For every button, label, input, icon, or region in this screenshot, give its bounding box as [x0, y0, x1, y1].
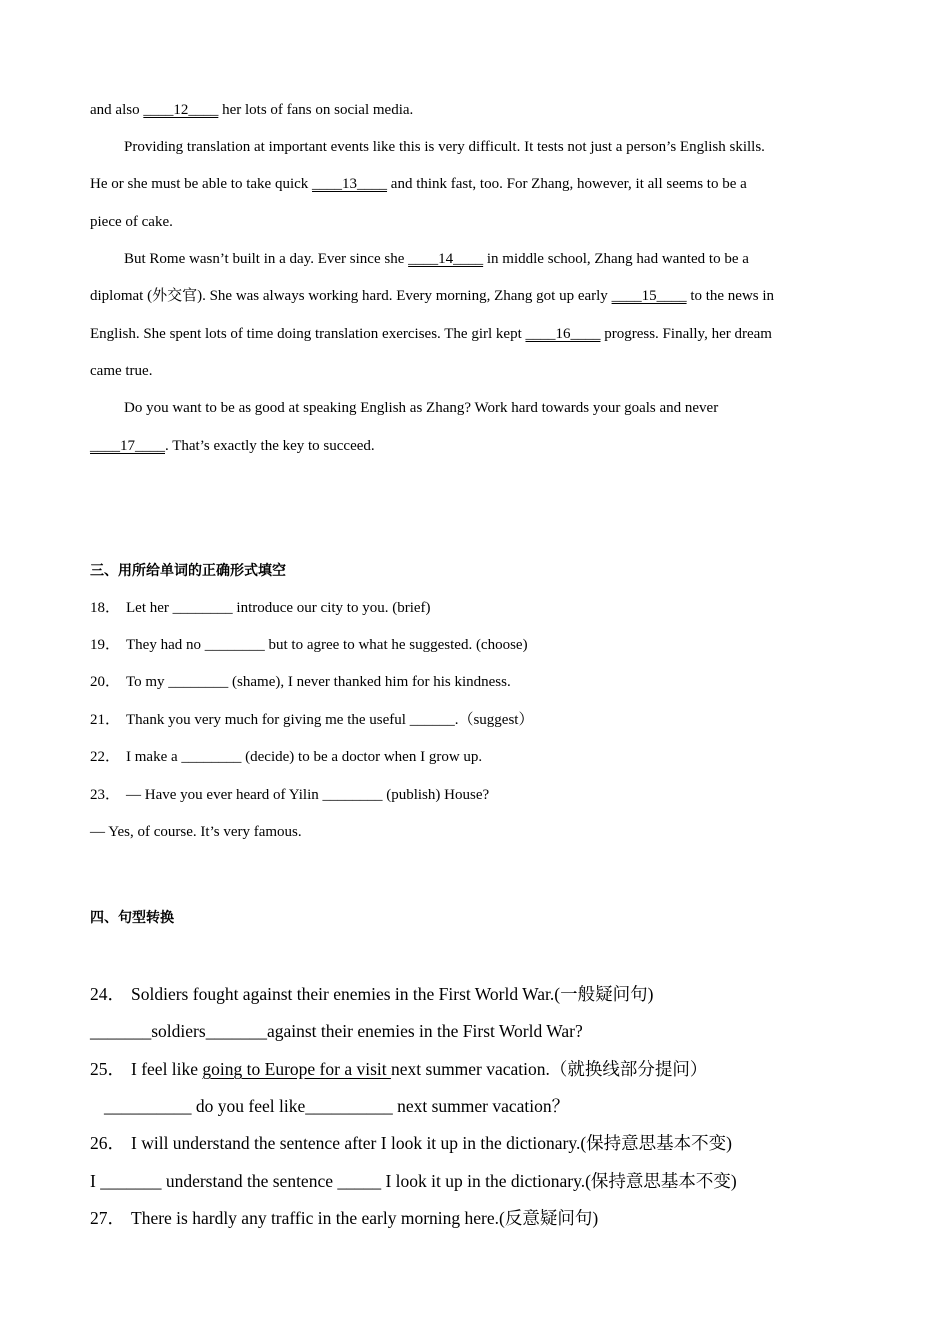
question-26	[90, 1132, 732, 1154]
question-text: They had no ________ but to agree to what he suggested. (choose)	[126, 637, 528, 653]
question-25	[90, 1058, 707, 1080]
text: progress. Finally, her dream	[600, 326, 772, 342]
passage-line	[90, 212, 173, 232]
question-text: I feel like	[131, 1059, 203, 1079]
question-text: There is hardly any traffic in the early morning here.(反意疑问句)	[131, 1208, 599, 1228]
passage-line	[124, 398, 718, 418]
section-3-title: 三、用所给单词的正确形式填空	[90, 563, 286, 579]
question-text: — Have you ever heard of Yilin ________ (publish) House?	[126, 787, 490, 803]
question-number: 27．	[90, 1208, 125, 1228]
question-text: I make a ________ (decide) to be a doctor when I grow up.	[126, 749, 483, 765]
blank-12: ____12____	[143, 102, 219, 118]
passage-line	[90, 324, 772, 344]
passage-line	[90, 174, 747, 194]
text: He or she must be able to take quick	[90, 176, 313, 192]
question-number: 20．	[90, 674, 121, 690]
question-text: Thank you very much for giving me the useful ______.（suggest）	[126, 712, 534, 728]
question-text: Let her ________ introduce our city to you. (brief)	[126, 600, 431, 616]
question-23	[90, 785, 489, 805]
question-text: Soldiers fought against their enemies in the First World War.(一般疑问句)	[131, 984, 654, 1004]
question-number: 23．	[90, 787, 121, 803]
question-26-answer: I _______ understand the sentence _____ I look it up in the dictionary.(保持意思基本不变)	[90, 1171, 737, 1191]
question-25-answer: __________ do you feel like__________ next summer vacation？	[104, 1096, 570, 1116]
blank-16: ____16____	[525, 326, 601, 342]
text: and also	[90, 102, 144, 118]
text: and think fast, too. For Zhang, however, it all seems to be a	[387, 176, 747, 192]
question-24-answer: _______soldiers_______against their enemies in the First World War?	[90, 1021, 583, 1041]
text: diplomat (外交官). She was always working hard. Every morning, Zhang got up early	[90, 288, 612, 304]
section-4-title: 四、句型转换	[90, 910, 174, 926]
underlined-phrase: going to Europe for a visit	[202, 1059, 391, 1079]
text: her lots of fans on social media.	[218, 102, 414, 118]
text: piece of cake.	[90, 214, 173, 230]
question-number: 25．	[90, 1059, 125, 1079]
question-20	[90, 672, 511, 692]
text: came true.	[90, 363, 153, 379]
question-24	[90, 983, 653, 1005]
blank-17: ____17____	[90, 438, 165, 454]
passage-line	[90, 361, 152, 381]
question-number: 26．	[90, 1133, 125, 1153]
question-number: 18．	[90, 600, 121, 616]
passage-line	[90, 286, 774, 306]
question-23-reply: — Yes, of course. It’s very famous.	[90, 824, 302, 840]
question-number: 21．	[90, 712, 121, 728]
blank-14: ____14____	[408, 251, 484, 267]
question-number: 19．	[90, 637, 121, 653]
text: . That’s exactly the key to succeed.	[165, 438, 375, 454]
passage-line	[90, 100, 413, 120]
question-text: To my ________ (shame), I never thanked him for his kindness.	[126, 674, 511, 690]
question-text: next summer vacation.（就换线部分提问）	[391, 1059, 708, 1079]
question-number: 24．	[90, 984, 125, 1004]
text: Providing translation at important events like this is very difficult. It tests not just a person’s English skills.	[124, 139, 765, 155]
passage-line	[90, 436, 375, 456]
text: English. She spent lots of time doing translation exercises. The girl kept	[90, 326, 526, 342]
passage-line	[124, 137, 765, 157]
question-27	[90, 1207, 598, 1229]
text: Do you want to be as good at speaking English as Zhang? Work hard towards your goals and never	[124, 400, 719, 416]
question-21	[90, 710, 533, 730]
question-19	[90, 635, 528, 655]
question-18	[90, 598, 431, 618]
question-number: 22．	[90, 749, 121, 765]
text: to the news in	[686, 288, 775, 304]
text: in middle school, Zhang had wanted to be a	[483, 251, 749, 267]
text: But Rome wasn’t built in a day. Ever since she	[124, 251, 409, 267]
question-22	[90, 747, 482, 767]
blank-13: ____13____	[312, 176, 388, 192]
question-text: I will understand the sentence after I look it up in the dictionary.(保持意思基本不变)	[131, 1133, 733, 1153]
passage-line	[124, 249, 749, 269]
blank-15: ____15____	[611, 288, 687, 304]
